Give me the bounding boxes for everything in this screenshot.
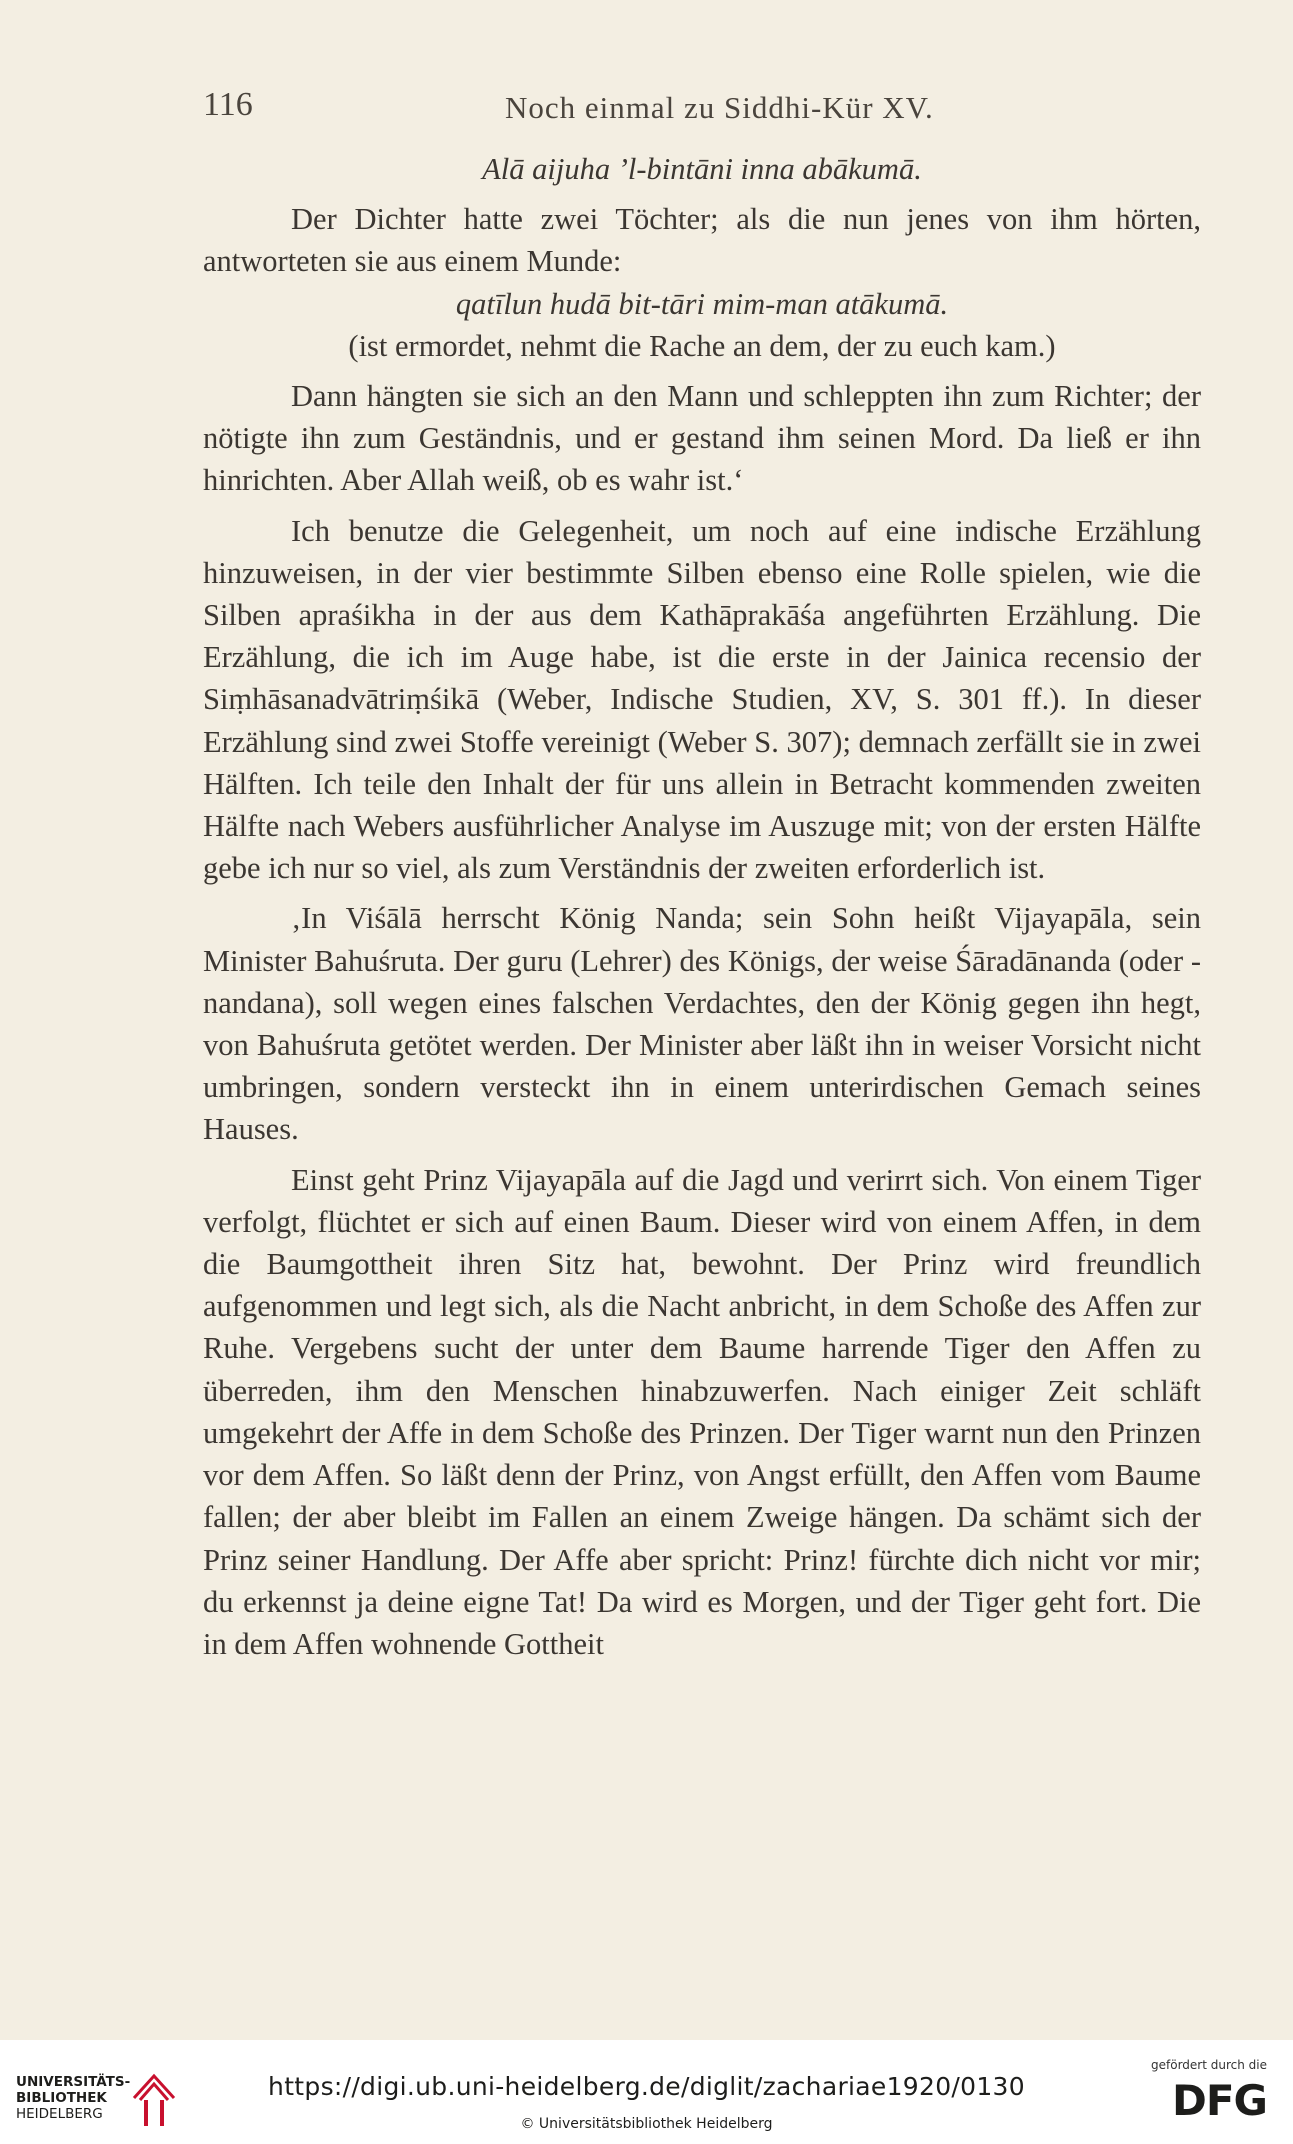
- paragraph: Einst geht Prinz Vijayapāla auf die Jagd und verirrt sich. Von einem Tiger verfolgt, flüchtet er sich auf einen Baum. Dieser wird von einem Affen, in dem die Baumgottheit ihren Sitz hat, bewohnt. Der Prinz wird freundlich aufgenommen und legt sich, als die Nacht anbricht, in dem Schoße des Affen zur Ruhe. Vergebens sucht der unter dem Baume harrende Tiger den Affen zu überreden, ihm den Menschen hinabzuwerfen. Nach einiger Zeit schläft umgekehrt der Affe in dem Schoße des Prinzen. Der Tiger warnt nun den Prinzen vor dem Affen. So läßt denn der Prinz, von Angst erfüllt, den Affen vom Baume fallen; der aber bleibt im Fallen an einem Zweige hängen. Da schämt sich der Prinz seiner Handlung. Der Affe aber spricht: Prinz! fürchte dich nicht vor mir; du erkennst ja deine eigne Tat! Da wird es Morgen, und der Tiger geht fort. Die in dem Affen wohnende Gottheit: [203, 1162, 1201, 1661]
- copyright-notice: © Universitätsbibliothek Heidelberg: [520, 2116, 773, 2132]
- translation-line: (ist ermordet, nehmt die Rache an dem, der zu euch kam.): [348, 328, 1056, 363]
- body-text: [203, 148, 1201, 1665]
- paragraph: Dann hängten sie sich an den Mann und schleppten ihn zum Richter; der nötigte ihn zum Geständnis, und er gestand ihm seinen Mord. Da ließ er ihn hinrichten. Aber Allah weiß, ob es wahr ist.‘: [203, 379, 1201, 498]
- library-name-line: HEIDELBERG: [16, 2106, 103, 2122]
- running-title: Noch einmal zu Siddhi-Kür XV.: [505, 90, 934, 125]
- dfg-logo: DFG: [1171, 2076, 1267, 2125]
- page-number: 116: [203, 86, 253, 123]
- verse-line: Alā aijuha ’l-bintāni inna abākumā.: [482, 152, 922, 186]
- permalink-url[interactable]: https://digi.ub.uni-heidelberg.de/diglit/zachariae1920/0130: [268, 2072, 1025, 2101]
- paragraph: Ich benutze die Gelegenheit, um noch auf eine indische Erzählung hinzuweisen, in der vier bestimmte Silben ebenso eine Rolle spielen, wie die Silben apraśikha in der aus dem Kathāprakāśa angeführten Erzählung. Die Erzählung, die ich im Auge habe, ist die erste in der Jainica recensio der Siṃhāsanadvātriṃśikā (Weber, Indische Studien, XV, S. 301 ff.). In dieser Erzählung sind zwei Stoffe vereinigt (Weber S. 307); demnach zerfällt sie in zwei Hälften. Ich teile den Inhalt der für uns allein in Betracht kommenden zweiten Hälfte nach Webers ausführlicher Analyse im Auszuge mit; von der ersten Hälfte gebe ich nur so viel, als zum Verständnis der zweiten erforderlich ist.: [203, 513, 1201, 886]
- viewer-footer: [0, 2040, 1293, 2144]
- paragraph: Der Dichter hatte zwei Töchter; als die nun jenes von ihm hörten, antworteten sie aus einem Munde:: [203, 202, 1201, 279]
- funding-note: gefördert durch die: [1151, 2058, 1267, 2072]
- verse-line: qatīlun hudā bit-tāri mim-man atākumā.: [455, 286, 949, 321]
- paragraph: ‚In Viśālā herrscht König Nanda; sein Sohn heißt Vijayapāla, sein Minister Bahuśruta. Der guru (Lehrer) des Königs, der weise Śāradānanda (oder -nandana), soll wegen eines falschen Verdachtes, den der König gegen ihn hegt, von Bahuśruta getötet werden. Der Minister aber läßt ihn in weiser Vorsicht nicht umbringen, sondern versteckt ihn in einem unterirdischen Gemach seines Hauses.: [203, 901, 1201, 1147]
- library-name-line: BIBLIOTHEK: [16, 2090, 107, 2106]
- page-header: [203, 86, 1203, 136]
- library-name-line: UNIVERSITÄTS-: [16, 2074, 131, 2090]
